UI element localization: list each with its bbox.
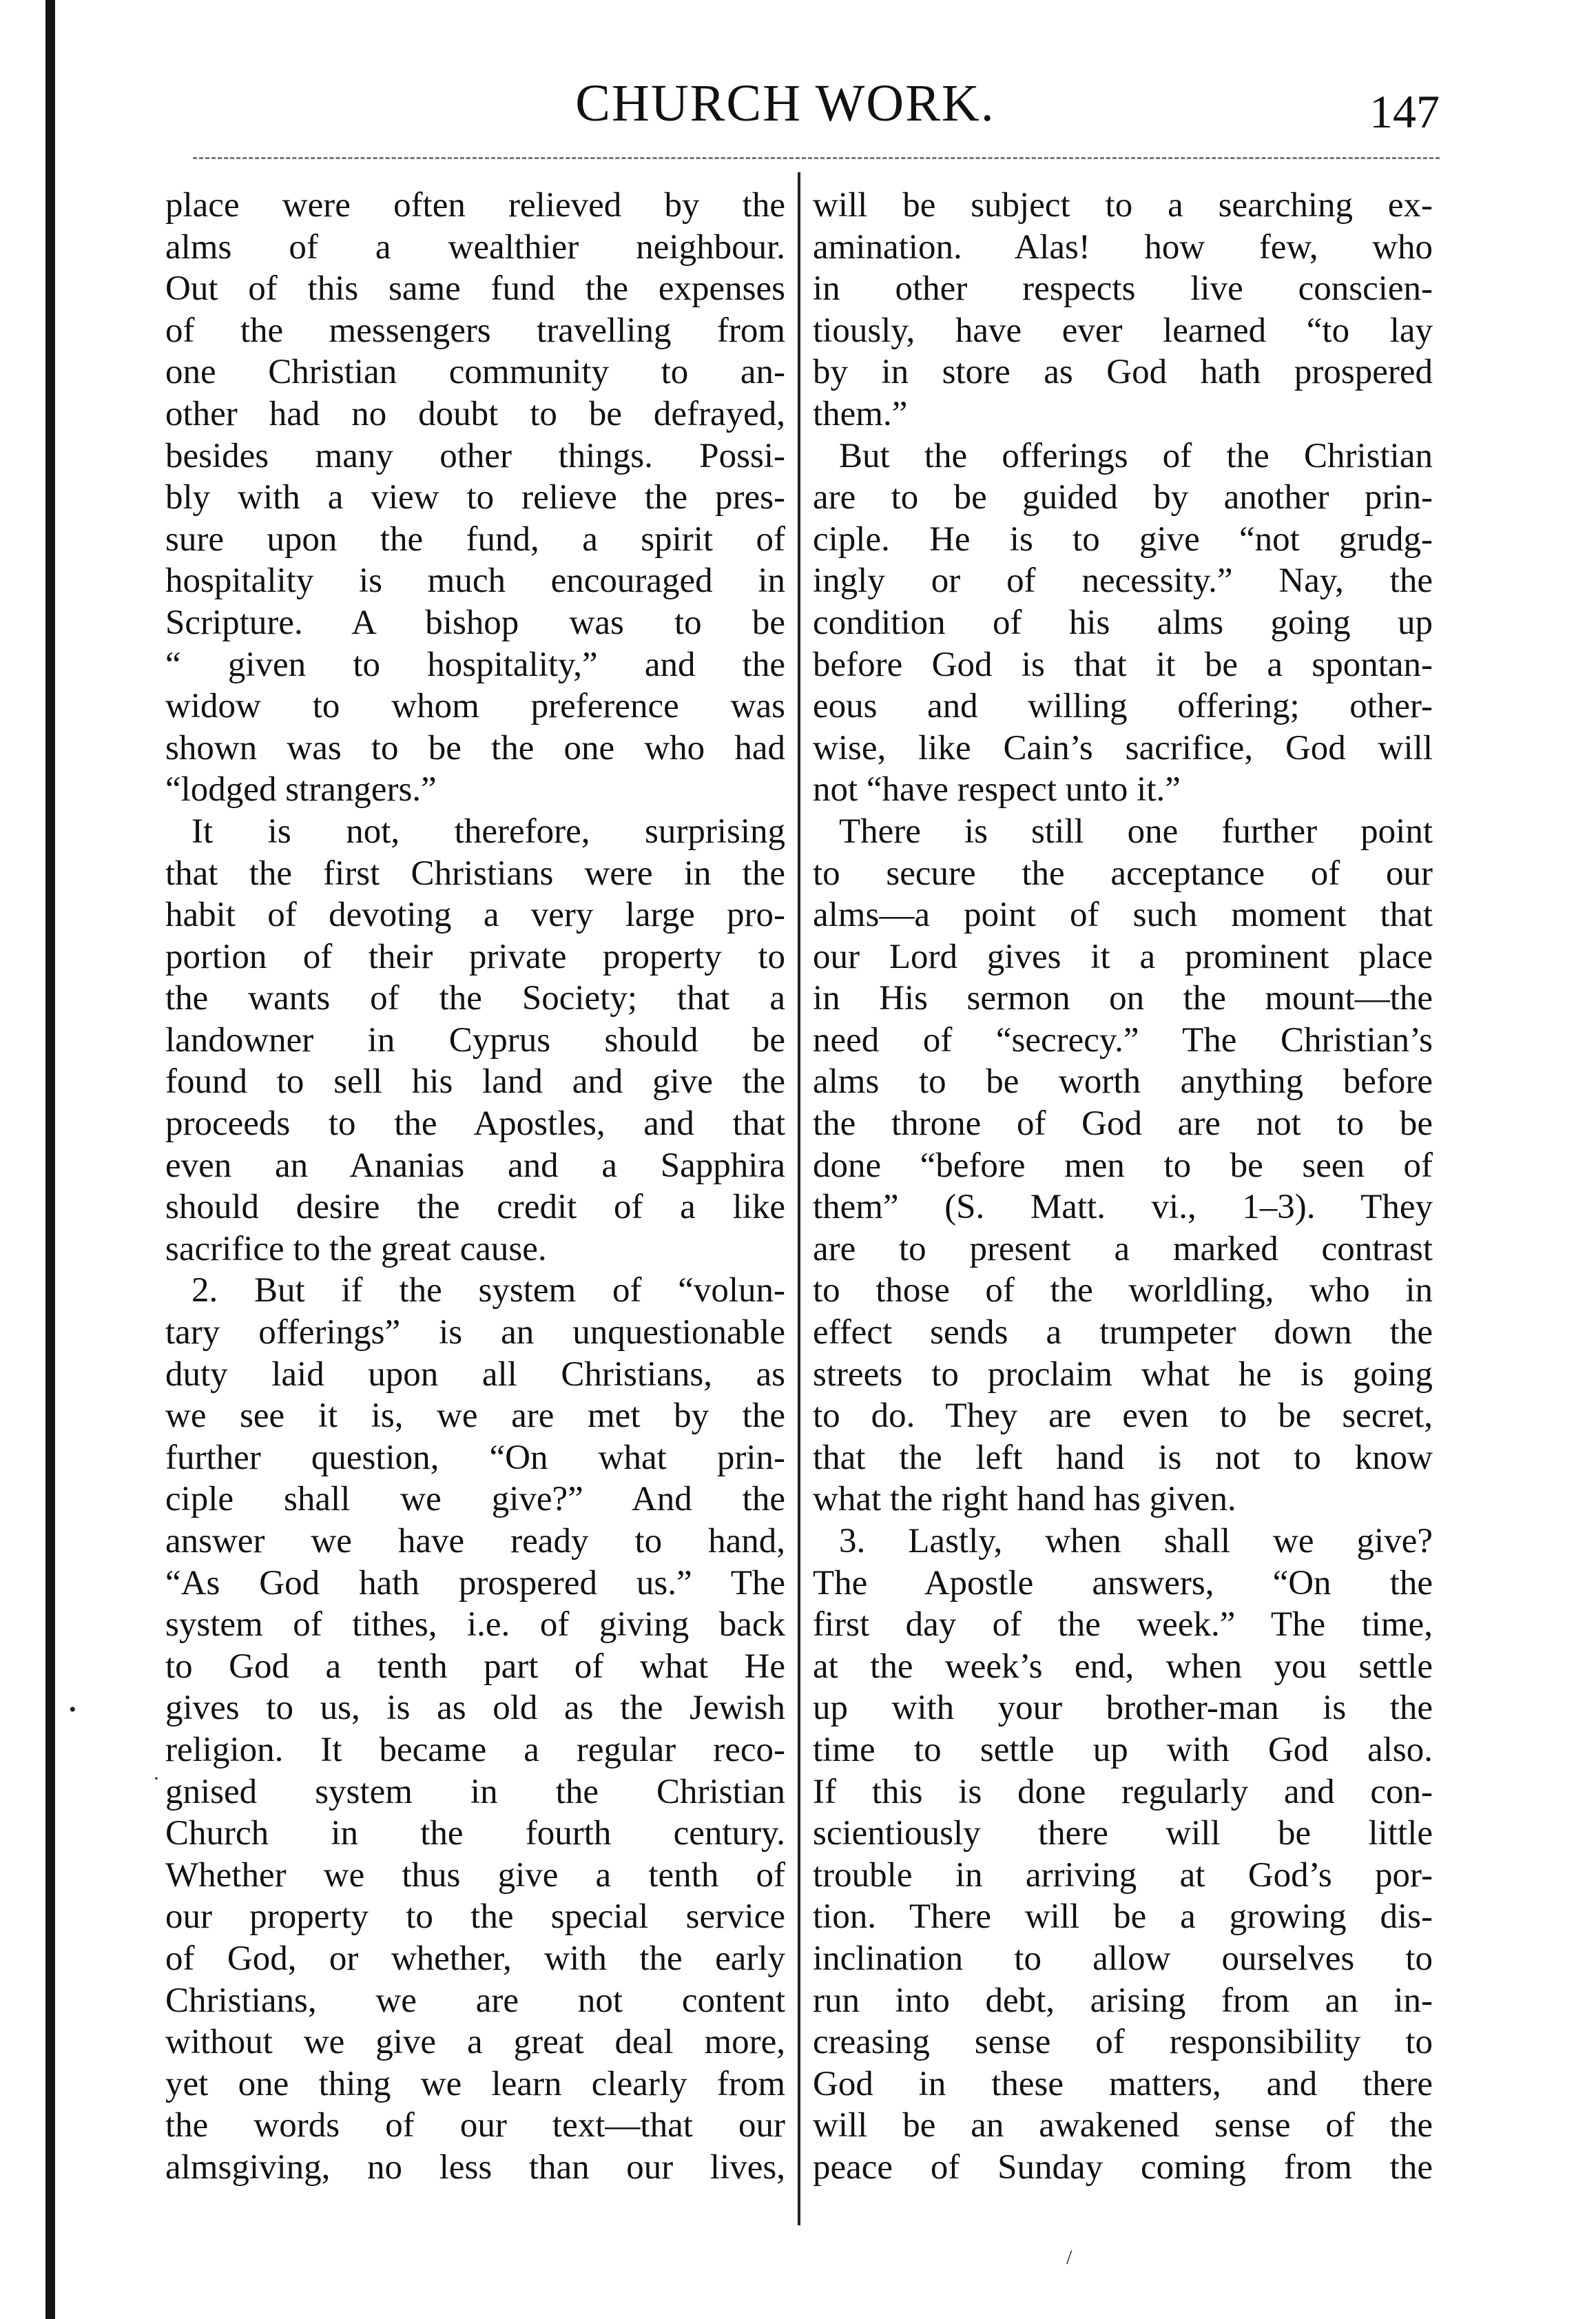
text-line: even an Ananias and a Sapphira: [165, 1146, 785, 1185]
text-line: sacrifice to the great cause.: [165, 1229, 547, 1268]
text-line: portion of their private property to: [165, 937, 785, 976]
text-line: scientiously there will be little: [813, 1814, 1433, 1853]
text-line: God in these matters, and there: [813, 2064, 1433, 2103]
header-rule: [193, 157, 1440, 159]
text-line: found to sell his land and give the: [165, 1062, 785, 1102]
text-line: need of “secrecy.” The Christian’s: [813, 1020, 1433, 1060]
text-line: of God, or whether, with the early: [165, 1939, 785, 1978]
text-line: hospitality is much encouraged in: [165, 561, 785, 601]
text-line: inclination to allow ourselves to: [813, 1939, 1433, 1978]
text-line: before God is that it be a spontan-: [813, 645, 1433, 684]
text-line: shown was to be the one who had: [165, 728, 785, 767]
text-line: our Lord gives it a prominent place: [813, 937, 1433, 976]
text-line: religion. It became a regular reco-: [165, 1730, 785, 1769]
text-line: tiously, have ever learned “to lay: [813, 311, 1433, 350]
text-line: “As God hath prospered us.” The: [165, 1563, 785, 1602]
text-line: not “have respect unto it.”: [813, 770, 1181, 810]
text-line: condition of his alms going up: [813, 603, 1433, 642]
text-line: Church in the fourth century.: [165, 1814, 785, 1853]
text-line: first day of the week.” The time,: [813, 1605, 1433, 1645]
text-line: run into debt, arising from an in-: [813, 1981, 1433, 2020]
text-line: in His sermon on the mount—the: [813, 979, 1433, 1018]
margin-mark: ·: [153, 1767, 160, 1790]
text-line: them.”: [813, 394, 908, 433]
text-line: the throne of God are not to be: [813, 1104, 1433, 1144]
text-line: that the first Christians were in the: [165, 854, 785, 893]
left-column: [165, 185, 785, 2224]
binding-edge: [45, 0, 55, 2319]
text-line: system of tithes, i.e. of giving back: [165, 1605, 785, 1645]
text-line: ingly or of necessity.” Nay, the: [813, 561, 1433, 601]
text-line: gnised system in the Christian: [165, 1772, 785, 1811]
text-line: the words of our text—that our: [165, 2106, 785, 2145]
text-line: If this is done regularly and con-: [813, 1772, 1433, 1811]
text-line: ciple shall we give?” And the: [165, 1480, 785, 1519]
text-line: landowner in Cyprus should be: [165, 1020, 785, 1060]
text-line: further question, “On what prin-: [165, 1438, 785, 1477]
right-column: [813, 185, 1433, 2224]
text-line: to do. They are even to be secret,: [813, 1396, 1433, 1436]
text-line: peace of Sunday coming from the: [813, 2147, 1433, 2187]
text-line: place were often relieved by the: [165, 186, 785, 225]
text-line: should desire the credit of a like: [165, 1188, 785, 1227]
column-divider: [798, 172, 800, 2225]
text-line: tary offerings” is an unquestionable: [165, 1313, 785, 1352]
text-line: Christians, we are not content: [165, 1981, 785, 2020]
text-line: It is not, therefore, surprising: [191, 812, 785, 851]
text-line: gives to us, is as old as the Jewish: [165, 1689, 785, 1728]
text-line: alms of a wealthier neighbour.: [165, 227, 785, 267]
text-line: are to be guided by another prin-: [813, 478, 1433, 517]
text-line: habit of devoting a very large pro-: [165, 896, 785, 935]
text-line: Whether we thus give a tenth of: [165, 1855, 785, 1895]
text-line: “lodged strangers.”: [165, 770, 437, 810]
text-line: up with your brother-man is the: [813, 1689, 1433, 1728]
text-line: them” (S. Matt. vi., 1–3). They: [813, 1188, 1433, 1227]
text-line: 2. But if the system of “volun-: [191, 1271, 785, 1310]
text-line: of the messengers travelling from: [165, 311, 785, 350]
text-line: streets to proclaim what he is going: [813, 1354, 1433, 1394]
text-line: tion. There will be a growing dis-: [813, 1897, 1433, 1937]
running-title: CHURCH WORK.: [575, 74, 995, 132]
text-line: we see it is, we are met by the: [165, 1396, 785, 1436]
text-line: 3. Lastly, when shall we give?: [839, 1522, 1433, 1560]
text-line: to those of the worldling, who in: [813, 1271, 1433, 1310]
text-line: “ given to hospitality,” and the: [165, 645, 785, 684]
text-line: amination. Alas! how few, who: [813, 227, 1433, 267]
text-line: answer we have ready to hand,: [165, 1522, 785, 1560]
text-line: Scripture. A bishop was to be: [165, 603, 785, 642]
text-line: creasing sense of responsibility to: [813, 2023, 1433, 2062]
text-line: at the week’s end, when you settle: [813, 1647, 1433, 1686]
text-line: our property to the special service: [165, 1897, 785, 1937]
text-line: bly with a view to relieve the pres-: [165, 478, 785, 517]
text-line: done “before men to be seen of: [813, 1146, 1433, 1185]
text-line: widow to whom preference was: [165, 687, 785, 726]
margin-mark: •: [69, 1698, 76, 1721]
text-line: But the offerings of the Christian: [839, 436, 1433, 475]
text-line: to God a tenth part of what He: [165, 1647, 785, 1686]
margin-mark: /: [1066, 2246, 1072, 2269]
text-line: that the left hand is not to know: [813, 1438, 1433, 1477]
text-line: besides many other things. Possi-: [165, 436, 785, 475]
text-line: one Christian community to an-: [165, 353, 785, 392]
text-line: alms to be worth anything before: [813, 1062, 1433, 1102]
text-line: effect sends a trumpeter down the: [813, 1313, 1433, 1352]
text-line: will be an awakened sense of the: [813, 2106, 1433, 2145]
text-line: wise, like Cain’s sacrifice, God will: [813, 728, 1433, 767]
text-line: duty laid upon all Christians, as: [165, 1354, 785, 1394]
text-line: to secure the acceptance of our: [813, 854, 1433, 893]
text-line: the wants of the Society; that a: [165, 979, 785, 1018]
text-line: eous and willing offering; other-: [813, 687, 1433, 726]
text-line: alms—a point of such moment that: [813, 896, 1433, 935]
text-line: yet one thing we learn clearly from: [165, 2064, 785, 2103]
text-line: Out of this same fund the expenses: [165, 269, 785, 309]
text-line: what the right hand has given.: [813, 1480, 1236, 1519]
text-line: ciple. He is to give “not grudg-: [813, 519, 1433, 559]
page-number: 147: [1369, 85, 1440, 138]
text-line: in other respects live conscien-: [813, 269, 1433, 309]
text-line: trouble in arriving at God’s por-: [813, 1855, 1433, 1895]
text-line: by in store as God hath prospered: [813, 353, 1433, 392]
text-line: will be subject to a searching ex-: [813, 186, 1433, 225]
text-line: without we give a great deal more,: [165, 2023, 785, 2062]
text-line: almsgiving, no less than our lives,: [165, 2147, 785, 2187]
text-line: are to present a marked contrast: [813, 1229, 1433, 1268]
text-line: other had no doubt to be defrayed,: [165, 394, 785, 433]
text-line: sure upon the fund, a spirit of: [165, 519, 785, 559]
text-line: There is still one further point: [839, 812, 1433, 851]
text-line: The Apostle answers, “On the: [813, 1563, 1433, 1602]
text-line: proceeds to the Apostles, and that: [165, 1104, 785, 1144]
text-line: time to settle up with God also.: [813, 1730, 1433, 1769]
